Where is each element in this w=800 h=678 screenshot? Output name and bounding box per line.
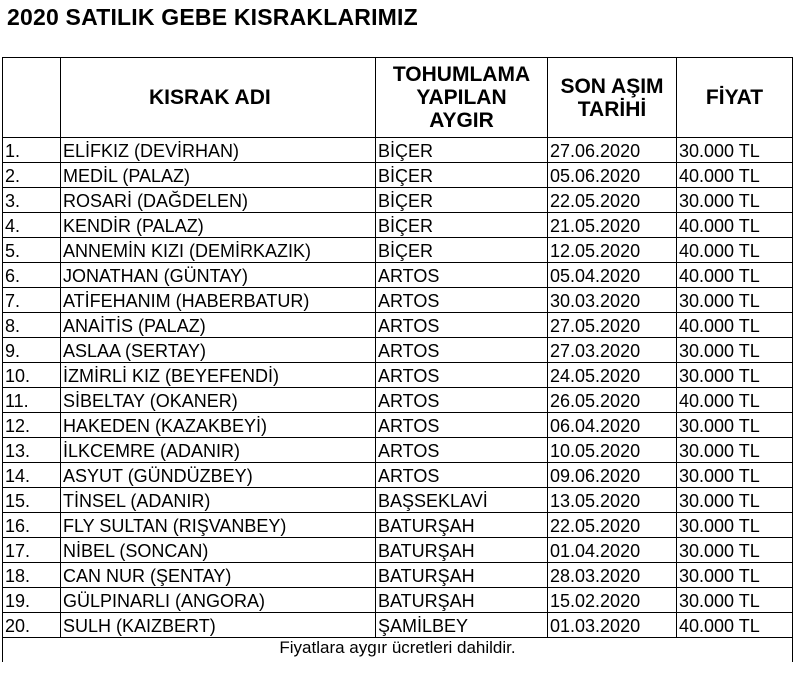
mare-name: KENDİR (PALAZ) — [61, 213, 376, 238]
mare-name: MEDİL (PALAZ) — [61, 163, 376, 188]
row-number: 19. — [3, 588, 61, 613]
last-mating-date: 30.03.2020 — [548, 288, 677, 313]
header-date-line1: SON AŞIM — [560, 74, 664, 98]
price: 30.000 TL — [677, 463, 793, 488]
table-row — [3, 613, 793, 638]
row-number: 13. — [3, 438, 61, 463]
table-row — [3, 338, 793, 363]
row-number: 14. — [3, 463, 61, 488]
table-row — [3, 163, 793, 188]
table-row — [3, 288, 793, 313]
last-mating-date: 22.05.2020 — [548, 513, 677, 538]
row-number: 4. — [3, 213, 61, 238]
last-mating-date: 05.04.2020 — [548, 263, 677, 288]
last-mating-date: 09.06.2020 — [548, 463, 677, 488]
row-number: 18. — [3, 563, 61, 588]
header-row — [3, 58, 793, 138]
footer-row — [3, 638, 793, 663]
last-mating-date: 01.03.2020 — [548, 613, 677, 638]
table-row — [3, 438, 793, 463]
stallion-name: ARTOS — [376, 313, 548, 338]
price: 40.000 TL — [677, 263, 793, 288]
row-number: 9. — [3, 338, 61, 363]
mare-name: NİBEL (SONCAN) — [61, 538, 376, 563]
price: 30.000 TL — [677, 288, 793, 313]
table-body — [3, 138, 793, 638]
mare-name: ELİFKIZ (DEVİRHAN) — [61, 138, 376, 163]
row-number: 16. — [3, 513, 61, 538]
price: 30.000 TL — [677, 413, 793, 438]
price: 40.000 TL — [677, 313, 793, 338]
price: 40.000 TL — [677, 613, 793, 638]
footer-note: Fiyatlara aygır ücretleri dahildir. — [3, 638, 793, 663]
stallion-name: BATURŞAH — [376, 513, 548, 538]
table-row — [3, 513, 793, 538]
mare-name: TİNSEL (ADANIR) — [61, 488, 376, 513]
table-row — [3, 188, 793, 213]
table-row — [3, 138, 793, 163]
row-number: 11. — [3, 388, 61, 413]
last-mating-date: 21.05.2020 — [548, 213, 677, 238]
last-mating-date: 27.05.2020 — [548, 313, 677, 338]
header-number — [3, 58, 61, 138]
stallion-name: ARTOS — [376, 388, 548, 413]
row-number: 7. — [3, 288, 61, 313]
mare-name: ASLAA (SERTAY) — [61, 338, 376, 363]
price: 40.000 TL — [677, 388, 793, 413]
header-stallion — [376, 58, 548, 138]
last-mating-date: 15.02.2020 — [548, 588, 677, 613]
row-number: 5. — [3, 238, 61, 263]
stallion-name: ARTOS — [376, 463, 548, 488]
mare-name: HAKEDEN (KAZAKBEYİ) — [61, 413, 376, 438]
price: 30.000 TL — [677, 563, 793, 588]
last-mating-date: 28.03.2020 — [548, 563, 677, 588]
row-number: 10. — [3, 363, 61, 388]
stallion-name: BATURŞAH — [376, 563, 548, 588]
table-row — [3, 413, 793, 438]
stallion-name: ARTOS — [376, 438, 548, 463]
last-mating-date: 01.04.2020 — [548, 538, 677, 563]
mare-name: JONATHAN (GÜNTAY) — [61, 263, 376, 288]
mare-name: ATİFEHANIM (HABERBATUR) — [61, 288, 376, 313]
last-mating-date: 27.06.2020 — [548, 138, 677, 163]
price: 30.000 TL — [677, 588, 793, 613]
price: 40.000 TL — [677, 163, 793, 188]
mare-name: GÜLPINARLI (ANGORA) — [61, 588, 376, 613]
last-mating-date: 27.03.2020 — [548, 338, 677, 363]
header-date-line2: TARİHİ — [577, 97, 647, 121]
header-price: FİYAT — [677, 58, 793, 138]
stallion-name: ARTOS — [376, 413, 548, 438]
mares-for-sale-table — [2, 57, 793, 662]
table-row — [3, 488, 793, 513]
row-number: 20. — [3, 613, 61, 638]
stallion-name: BİÇER — [376, 213, 548, 238]
table-row — [3, 588, 793, 613]
price: 30.000 TL — [677, 513, 793, 538]
price: 30.000 TL — [677, 188, 793, 213]
stallion-name: BİÇER — [376, 238, 548, 263]
price: 40.000 TL — [677, 213, 793, 238]
table-row — [3, 463, 793, 488]
mare-name: FLY SULTAN (RIŞVANBEY) — [61, 513, 376, 538]
table-row — [3, 563, 793, 588]
mare-name: ANAİTİS (PALAZ) — [61, 313, 376, 338]
stallion-name: BATURŞAH — [376, 538, 548, 563]
last-mating-date: 10.05.2020 — [548, 438, 677, 463]
price: 30.000 TL — [677, 338, 793, 363]
stallion-name: ARTOS — [376, 363, 548, 388]
table-row — [3, 313, 793, 338]
mare-name: ANNEMİN KIZI (DEMİRKAZIK) — [61, 238, 376, 263]
table-row — [3, 213, 793, 238]
last-mating-date: 13.05.2020 — [548, 488, 677, 513]
mare-name: ROSARİ (DAĞDELEN) — [61, 188, 376, 213]
mare-name: SULH (KAIZBERT) — [61, 613, 376, 638]
stallion-name: ŞAMİLBEY — [376, 613, 548, 638]
table-row — [3, 538, 793, 563]
price: 30.000 TL — [677, 488, 793, 513]
row-number: 12. — [3, 413, 61, 438]
mare-name: ASYUT (GÜNDÜZBEY) — [61, 463, 376, 488]
table-row — [3, 263, 793, 288]
stallion-name: ARTOS — [376, 263, 548, 288]
price: 30.000 TL — [677, 138, 793, 163]
row-number: 17. — [3, 538, 61, 563]
row-number: 3. — [3, 188, 61, 213]
stallion-name: BAŞSEKLAVİ — [376, 488, 548, 513]
table-row — [3, 238, 793, 263]
header-last-mating-date — [548, 58, 677, 138]
stallion-name: ARTOS — [376, 288, 548, 313]
table-row — [3, 363, 793, 388]
row-number: 1. — [3, 138, 61, 163]
mare-name: SİBELTAY (OKANER) — [61, 388, 376, 413]
stallion-name: BATURŞAH — [376, 588, 548, 613]
row-number: 15. — [3, 488, 61, 513]
last-mating-date: 26.05.2020 — [548, 388, 677, 413]
row-number: 2. — [3, 163, 61, 188]
row-number: 8. — [3, 313, 61, 338]
header-stallion-line1: TOHUMLAMA — [392, 63, 531, 86]
price: 30.000 TL — [677, 438, 793, 463]
stallion-name: ARTOS — [376, 338, 548, 363]
last-mating-date: 06.04.2020 — [548, 413, 677, 438]
row-number: 6. — [3, 263, 61, 288]
mare-name: İZMİRLİ KIZ (BEYEFENDİ) — [61, 363, 376, 388]
header-stallion-line3: AYGIR — [429, 109, 494, 132]
last-mating-date: 12.05.2020 — [548, 238, 677, 263]
header-mare-name: KISRAK ADI — [61, 58, 376, 138]
price: 30.000 TL — [677, 363, 793, 388]
table-row — [3, 388, 793, 413]
table-footer — [3, 638, 793, 663]
mare-name: CAN NUR (ŞENTAY) — [61, 563, 376, 588]
mare-name: İLKCEMRE (ADANIR) — [61, 438, 376, 463]
table-header — [3, 58, 793, 138]
last-mating-date: 05.06.2020 — [548, 163, 677, 188]
price: 40.000 TL — [677, 238, 793, 263]
stallion-name: BİÇER — [376, 138, 548, 163]
last-mating-date: 22.05.2020 — [548, 188, 677, 213]
stallion-name: BİÇER — [376, 188, 548, 213]
stallion-name: BİÇER — [376, 163, 548, 188]
price: 30.000 TL — [677, 538, 793, 563]
last-mating-date: 24.05.2020 — [548, 363, 677, 388]
page-title: 2020 SATILIK GEBE KISRAKLARIMIZ — [7, 4, 418, 30]
header-stallion-line2: YAPILAN — [416, 86, 507, 109]
